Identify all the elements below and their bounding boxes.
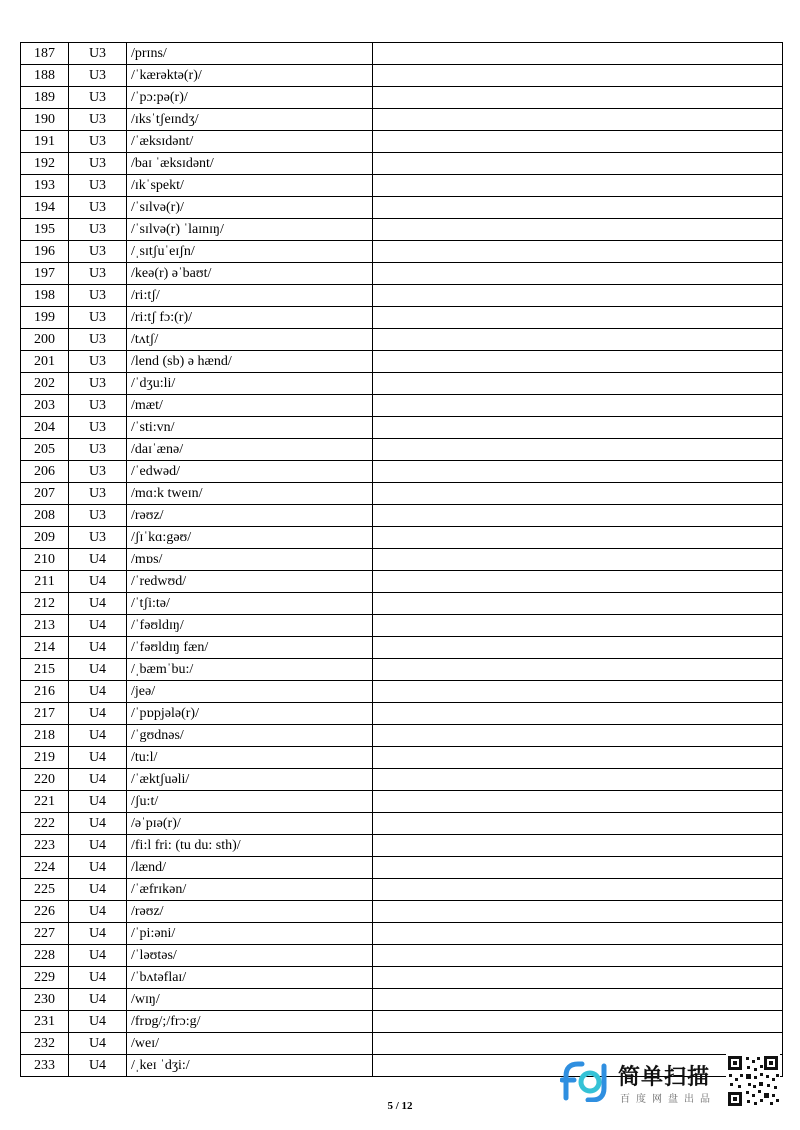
- phonetic-cell: /ˈfəʊldɪŋ/: [127, 615, 373, 637]
- phonetic-cell: /ˈfəʊldɪŋ fæn/: [127, 637, 373, 659]
- unit-cell: U4: [69, 659, 127, 681]
- unit-cell: U4: [69, 967, 127, 989]
- table-row: [21, 615, 783, 637]
- phonetic-cell: /ˈtʃi:tə/: [127, 593, 373, 615]
- row-number: 196: [21, 241, 69, 263]
- unit-cell: U4: [69, 989, 127, 1011]
- unit-cell: U3: [69, 417, 127, 439]
- row-number: 194: [21, 197, 69, 219]
- phonetic-cell: /ˈæktʃuəli/: [127, 769, 373, 791]
- row-number: 202: [21, 373, 69, 395]
- table-row: [21, 571, 783, 593]
- table-row: [21, 835, 783, 857]
- phonetic-cell: /əˈpɪə(r)/: [127, 813, 373, 835]
- phonetic-cell: /ˈdʒu:li/: [127, 373, 373, 395]
- blank-cell: [373, 373, 783, 395]
- blank-cell: [373, 153, 783, 175]
- table-row: [21, 307, 783, 329]
- row-number: 225: [21, 879, 69, 901]
- blank-cell: [373, 1033, 783, 1055]
- row-number: 199: [21, 307, 69, 329]
- unit-cell: U3: [69, 197, 127, 219]
- phonetic-cell: /jeə/: [127, 681, 373, 703]
- phonetic-cell: /ˈpɔ:pə(r)/: [127, 87, 373, 109]
- unit-cell: U4: [69, 901, 127, 923]
- table-row: [21, 131, 783, 153]
- unit-cell: U3: [69, 153, 127, 175]
- row-number: 212: [21, 593, 69, 615]
- table-row: [21, 681, 783, 703]
- row-number: 201: [21, 351, 69, 373]
- phonetic-cell: /lænd/: [127, 857, 373, 879]
- unit-cell: U3: [69, 175, 127, 197]
- phonetic-cell: /ˈæfrɪkən/: [127, 879, 373, 901]
- phonetic-cell: /daɪˈænə/: [127, 439, 373, 461]
- unit-cell: U3: [69, 241, 127, 263]
- watermark-title: 简单扫描: [618, 1065, 711, 1090]
- blank-cell: [373, 791, 783, 813]
- row-number: 227: [21, 923, 69, 945]
- blank-cell: [373, 879, 783, 901]
- table-row: [21, 109, 783, 131]
- unit-cell: U3: [69, 65, 127, 87]
- scanner-logo-icon: [560, 1058, 612, 1102]
- row-number: 223: [21, 835, 69, 857]
- table-row: [21, 637, 783, 659]
- row-number: 198: [21, 285, 69, 307]
- table-row: [21, 725, 783, 747]
- phonetic-cell: /ri:tʃ fɔ:(r)/: [127, 307, 373, 329]
- row-number: 197: [21, 263, 69, 285]
- unit-cell: U4: [69, 923, 127, 945]
- phonetic-cell: /ʃu:t/: [127, 791, 373, 813]
- phonetic-cell: /prɪns/: [127, 43, 373, 65]
- row-number: 190: [21, 109, 69, 131]
- table-row: [21, 219, 783, 241]
- row-number: 192: [21, 153, 69, 175]
- blank-cell: [373, 417, 783, 439]
- table-row: [21, 241, 783, 263]
- blank-cell: [373, 703, 783, 725]
- blank-cell: [373, 87, 783, 109]
- phonetic-cell: /ˌkeɪ ˈdʒi:/: [127, 1055, 373, 1077]
- row-number: 228: [21, 945, 69, 967]
- blank-cell: [373, 923, 783, 945]
- watermark-subtitle: 百度网盘出品: [620, 1094, 716, 1105]
- table-row: [21, 395, 783, 417]
- unit-cell: U4: [69, 747, 127, 769]
- blank-cell: [373, 637, 783, 659]
- phonetic-cell: /weɪ/: [127, 1033, 373, 1055]
- row-number: 211: [21, 571, 69, 593]
- phonetic-cell: /ˈbʌtəflaɪ/: [127, 967, 373, 989]
- row-number: 200: [21, 329, 69, 351]
- unit-cell: U3: [69, 131, 127, 153]
- table-row: [21, 285, 783, 307]
- phonetic-cell: /fi:l fri: (tu du: sth)/: [127, 835, 373, 857]
- phonetic-cell: /rəʊz/: [127, 505, 373, 527]
- blank-cell: [373, 241, 783, 263]
- blank-cell: [373, 571, 783, 593]
- blank-cell: [373, 769, 783, 791]
- phonetic-cell: /frɒg/;/frɔ:g/: [127, 1011, 373, 1033]
- blank-cell: [373, 263, 783, 285]
- unit-cell: U3: [69, 219, 127, 241]
- unit-cell: U3: [69, 461, 127, 483]
- unit-cell: U3: [69, 329, 127, 351]
- unit-cell: U3: [69, 439, 127, 461]
- row-number: 207: [21, 483, 69, 505]
- table-row: [21, 593, 783, 615]
- blank-cell: [373, 439, 783, 461]
- table-row: [21, 483, 783, 505]
- blank-cell: [373, 65, 783, 87]
- unit-cell: U4: [69, 637, 127, 659]
- table-row: [21, 417, 783, 439]
- blank-cell: [373, 329, 783, 351]
- blank-cell: [373, 285, 783, 307]
- unit-cell: U3: [69, 373, 127, 395]
- table-row: [21, 43, 783, 65]
- blank-cell: [373, 989, 783, 1011]
- row-number: 215: [21, 659, 69, 681]
- unit-cell: U4: [69, 549, 127, 571]
- row-number: 219: [21, 747, 69, 769]
- qr-code-icon: [726, 1054, 780, 1108]
- blank-cell: [373, 109, 783, 131]
- table-row: [21, 439, 783, 461]
- row-number: 206: [21, 461, 69, 483]
- table-row: [21, 769, 783, 791]
- row-number: 221: [21, 791, 69, 813]
- table-row: [21, 1033, 783, 1055]
- table-row: [21, 461, 783, 483]
- row-number: 217: [21, 703, 69, 725]
- blank-cell: [373, 461, 783, 483]
- blank-cell: [373, 197, 783, 219]
- phonetic-cell: /mɒs/: [127, 549, 373, 571]
- phonetic-cell: /ˈsti:vn/: [127, 417, 373, 439]
- row-number: 224: [21, 857, 69, 879]
- row-number: 208: [21, 505, 69, 527]
- row-number: 222: [21, 813, 69, 835]
- phonetic-cell: /ɪksˈtʃeɪndʒ/: [127, 109, 373, 131]
- blank-cell: [373, 593, 783, 615]
- phonetic-cell: /ˈsɪlvə(r) ˈlaɪnɪŋ/: [127, 219, 373, 241]
- table-row: [21, 197, 783, 219]
- unit-cell: U4: [69, 945, 127, 967]
- table-row: [21, 329, 783, 351]
- unit-cell: U4: [69, 681, 127, 703]
- table-row: [21, 153, 783, 175]
- table-row: [21, 901, 783, 923]
- phonetic-cell: /ˈredwʊd/: [127, 571, 373, 593]
- phonetic-cell: /keə(r) əˈbaʊt/: [127, 263, 373, 285]
- row-number: 226: [21, 901, 69, 923]
- row-number: 204: [21, 417, 69, 439]
- blank-cell: [373, 43, 783, 65]
- table-row: [21, 923, 783, 945]
- blank-cell: [373, 945, 783, 967]
- blank-cell: [373, 681, 783, 703]
- blank-cell: [373, 351, 783, 373]
- phonetic-cell: /ʃɪˈkɑ:gəʊ/: [127, 527, 373, 549]
- row-number: 210: [21, 549, 69, 571]
- unit-cell: U4: [69, 593, 127, 615]
- phonetic-cell: /ˌsɪtʃuˈeɪʃn/: [127, 241, 373, 263]
- unit-cell: U3: [69, 87, 127, 109]
- row-number: 191: [21, 131, 69, 153]
- blank-cell: [373, 505, 783, 527]
- phonetic-cell: /ˈæksɪdənt/: [127, 131, 373, 153]
- table-row: [21, 527, 783, 549]
- row-number: 205: [21, 439, 69, 461]
- table-row: [21, 549, 783, 571]
- blank-cell: [373, 307, 783, 329]
- phonetic-cell: /ɪkˈspekt/: [127, 175, 373, 197]
- unit-cell: U4: [69, 1011, 127, 1033]
- unit-cell: U4: [69, 725, 127, 747]
- row-number: 229: [21, 967, 69, 989]
- phonetic-cell: /rəʊz/: [127, 901, 373, 923]
- table-row: [21, 967, 783, 989]
- unit-cell: U4: [69, 703, 127, 725]
- vocab-table: [20, 42, 783, 1077]
- blank-cell: [373, 747, 783, 769]
- phonetic-cell: /ˈpɒpjələ(r)/: [127, 703, 373, 725]
- unit-cell: U3: [69, 109, 127, 131]
- table-row: [21, 373, 783, 395]
- row-number: 220: [21, 769, 69, 791]
- unit-cell: U3: [69, 263, 127, 285]
- unit-cell: U4: [69, 791, 127, 813]
- row-number: 232: [21, 1033, 69, 1055]
- unit-cell: U4: [69, 835, 127, 857]
- table-row: [21, 791, 783, 813]
- unit-cell: U4: [69, 615, 127, 637]
- row-number: 188: [21, 65, 69, 87]
- blank-cell: [373, 901, 783, 923]
- phonetic-cell: /ri:tʃ/: [127, 285, 373, 307]
- page-number: 5 / 12: [387, 1100, 413, 1112]
- phonetic-cell: /tu:l/: [127, 747, 373, 769]
- blank-cell: [373, 967, 783, 989]
- phonetic-cell: /tʌtʃ/: [127, 329, 373, 351]
- phonetic-cell: /ˈgʊdnəs/: [127, 725, 373, 747]
- phonetic-cell: /baɪ ˈæksɪdənt/: [127, 153, 373, 175]
- table-row: [21, 747, 783, 769]
- table-row: [21, 945, 783, 967]
- row-number: 187: [21, 43, 69, 65]
- phonetic-cell: /ˈləʊtəs/: [127, 945, 373, 967]
- unit-cell: U4: [69, 1055, 127, 1077]
- unit-cell: U3: [69, 483, 127, 505]
- unit-cell: U3: [69, 307, 127, 329]
- unit-cell: U3: [69, 285, 127, 307]
- row-number: 195: [21, 219, 69, 241]
- table-row: [21, 263, 783, 285]
- unit-cell: U3: [69, 527, 127, 549]
- phonetic-cell: /ˌbæmˈbu:/: [127, 659, 373, 681]
- row-number: 216: [21, 681, 69, 703]
- phonetic-cell: /mæt/: [127, 395, 373, 417]
- scanner-watermark: [560, 1054, 782, 1108]
- table-row: [21, 813, 783, 835]
- vocab-table-body: [21, 43, 783, 1077]
- unit-cell: U4: [69, 879, 127, 901]
- table-row: [21, 175, 783, 197]
- unit-cell: U4: [69, 769, 127, 791]
- blank-cell: [373, 395, 783, 417]
- row-number: 209: [21, 527, 69, 549]
- row-number: 193: [21, 175, 69, 197]
- phonetic-cell: /ˈpi:əni/: [127, 923, 373, 945]
- row-number: 230: [21, 989, 69, 1011]
- unit-cell: U3: [69, 43, 127, 65]
- table-row: [21, 87, 783, 109]
- table-row: [21, 879, 783, 901]
- blank-cell: [373, 483, 783, 505]
- blank-cell: [373, 857, 783, 879]
- blank-cell: [373, 549, 783, 571]
- phonetic-cell: /mɑ:k tweɪn/: [127, 483, 373, 505]
- row-number: 231: [21, 1011, 69, 1033]
- unit-cell: U4: [69, 813, 127, 835]
- table-row: [21, 351, 783, 373]
- row-number: 189: [21, 87, 69, 109]
- table-row: [21, 857, 783, 879]
- blank-cell: [373, 659, 783, 681]
- phonetic-cell: /ˈsɪlvə(r)/: [127, 197, 373, 219]
- phonetic-cell: /lend (sb) ə hænd/: [127, 351, 373, 373]
- row-number: 213: [21, 615, 69, 637]
- row-number: 214: [21, 637, 69, 659]
- table-row: [21, 989, 783, 1011]
- blank-cell: [373, 725, 783, 747]
- blank-cell: [373, 175, 783, 197]
- blank-cell: [373, 1011, 783, 1033]
- phonetic-cell: /wɪŋ/: [127, 989, 373, 1011]
- blank-cell: [373, 835, 783, 857]
- unit-cell: U3: [69, 351, 127, 373]
- table-row: [21, 505, 783, 527]
- phonetic-cell: /ˈkærəktə(r)/: [127, 65, 373, 87]
- unit-cell: U4: [69, 1033, 127, 1055]
- table-row: [21, 1011, 783, 1033]
- phonetic-cell: /ˈedwəd/: [127, 461, 373, 483]
- row-number: 233: [21, 1055, 69, 1077]
- blank-cell: [373, 615, 783, 637]
- table-row: [21, 65, 783, 87]
- blank-cell: [373, 813, 783, 835]
- unit-cell: U4: [69, 857, 127, 879]
- table-row: [21, 659, 783, 681]
- unit-cell: U4: [69, 571, 127, 593]
- blank-cell: [373, 131, 783, 153]
- unit-cell: U3: [69, 505, 127, 527]
- row-number: 218: [21, 725, 69, 747]
- unit-cell: U3: [69, 395, 127, 417]
- blank-cell: [373, 219, 783, 241]
- blank-cell: [373, 527, 783, 549]
- table-row: [21, 703, 783, 725]
- row-number: 203: [21, 395, 69, 417]
